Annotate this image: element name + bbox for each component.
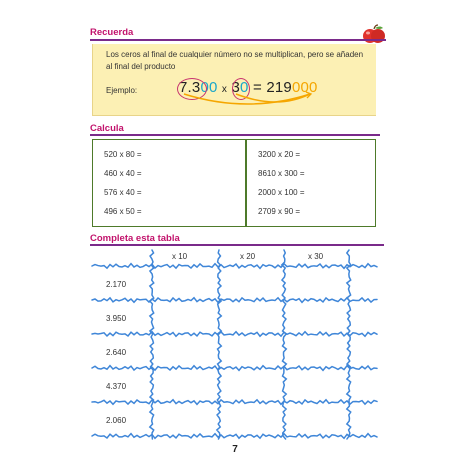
expr-factor-a-zeros: 00 [200, 79, 218, 96]
row-number-1: 2.170 [106, 280, 127, 289]
expr-times: x [221, 84, 228, 95]
page-number: 7 [232, 444, 238, 455]
column-header-x10: x 10 [172, 252, 188, 261]
expr-equals: = [252, 79, 262, 96]
wavy-row-line-1 [92, 264, 377, 269]
wavy-row-line-4 [92, 366, 377, 371]
expr-factor-a: 7.3 [179, 79, 201, 96]
calc-right-1: 3200 x 20 = [258, 150, 301, 159]
recuerda-text: Los ceros al final de cualquier número no se multiplican, pero se añaden al final del producto [106, 50, 364, 71]
ejemplo-label: Ejemplo: [106, 86, 138, 95]
calcula-title: Calcula [90, 123, 124, 134]
row-number-4: 4.370 [106, 382, 127, 391]
wavy-column-line-1 [150, 250, 154, 439]
tabla-title: Completa esta tabla [90, 233, 180, 244]
column-header-x30: x 30 [308, 252, 324, 261]
wavy-column-line-2 [217, 250, 221, 439]
expr-factor-b: 3 [231, 79, 241, 96]
expr-result: 219 [266, 79, 292, 96]
calc-right-4: 2709 x 90 = [258, 207, 301, 216]
wavy-row-line-3 [92, 332, 377, 337]
row-number-2: 3.950 [106, 314, 127, 323]
wavy-row-line-5 [92, 400, 377, 405]
calc-left-4: 496 x 50 = [104, 207, 142, 216]
calc-right-3: 2000 x 100 = [258, 188, 305, 197]
calc-left-1: 520 x 80 = [104, 150, 142, 159]
row-number-5: 2.060 [106, 416, 127, 425]
recuerda-title: Recuerda [90, 27, 134, 38]
expr-result-zeros: 000 [291, 79, 318, 96]
row-number-3: 2.640 [106, 348, 127, 357]
calc-right-2: 8610 x 300 = [258, 169, 305, 178]
wavy-row-line-6 [92, 434, 377, 439]
calc-left-2: 460 x 40 = [104, 169, 142, 178]
column-header-x20: x 20 [240, 252, 256, 261]
wavy-column-line-3 [282, 250, 287, 439]
expr-factor-b-zeros: 0 [240, 79, 249, 96]
wavy-row-line-2 [92, 298, 377, 303]
wavy-column-line-4 [347, 250, 351, 439]
calc-left-3: 576 x 40 = [104, 188, 142, 197]
